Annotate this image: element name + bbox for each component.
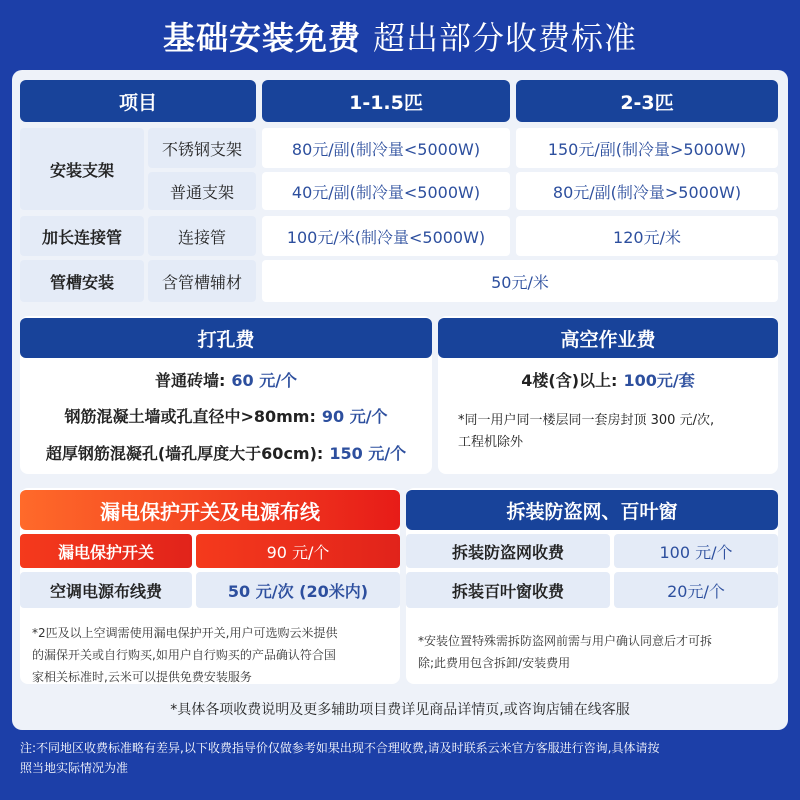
price-stainless-small: 80元/副(制冷量<5000W)	[262, 128, 510, 168]
price-pipe-small: 100元/米(制冷量<5000W)	[262, 216, 510, 256]
leakage-note-line2: 的漏保开关或自行购买,如用户自行购买的产品确认符合国	[32, 648, 336, 662]
header-item: 项目	[20, 80, 256, 122]
drilling-header: 打孔费	[20, 318, 432, 358]
removal-header: 拆装防盗网、百叶窗	[406, 490, 778, 530]
high-altitude-header: 高空作业费	[438, 318, 778, 358]
leakage-switch-price: 90 元/个	[196, 534, 400, 568]
footer-line1: 注:不同地区收费标准略有差异,以下收费指导价仅做参考如果出现不合理收费,请及时联系云米官方客服进行咨询,具体请按	[20, 741, 660, 755]
category-extension: 加长连接管	[20, 216, 144, 256]
high-altitude-note-line2: 工程机除外	[458, 435, 524, 450]
drilling-row-brick	[20, 364, 432, 394]
leakage-note-line1: *2匹及以上空调需使用漏电保护开关,用户可选购云米提供	[32, 626, 338, 640]
price-normal-small: 40元/副(制冷量<5000W)	[262, 172, 510, 210]
page-title	[0, 12, 800, 64]
drilling-concrete-value: 90 元/个	[321, 406, 388, 426]
price-trunking: 50元/米	[262, 260, 778, 302]
high-altitude-note	[458, 410, 714, 454]
footer-line2: 照当地实际情况为准	[20, 761, 129, 775]
drilling-brick-label: 普通砖墙:	[154, 370, 226, 390]
drilling-thick-label: 超厚钢筋混凝孔(墙孔厚度大于60cm):	[45, 443, 324, 463]
leakage-note	[20, 612, 400, 684]
leakage-note-line3: 家相关标准时,云米可以提供免费安装服务	[32, 670, 252, 684]
removal-note-line1: *安装位置特殊需拆防盗网前需与用户确认同意后才可拆	[418, 634, 713, 648]
category-bracket: 安装支架	[20, 128, 144, 210]
wiring-label: 空调电源布线费	[20, 572, 192, 608]
header-large-capacity: 2-3匹	[516, 80, 778, 122]
item-stainless-bracket: 不锈钢支架	[148, 128, 256, 168]
leakage-header: 漏电保护开关及电源布线	[20, 490, 400, 530]
item-normal-bracket: 普通支架	[148, 172, 256, 210]
drilling-row-thick	[20, 436, 432, 468]
high-altitude-value: 100元/套	[623, 370, 695, 390]
header-small-capacity: 1-1.5匹	[262, 80, 510, 122]
removal-shutter-value: 20元/个	[614, 572, 778, 608]
detail-note: *具体各项收费说明及更多辅助项目费详见商品详情页,或咨询店铺在线客服	[170, 702, 630, 718]
removal-net-value: 100 元/个	[614, 534, 778, 568]
footer-note	[20, 738, 790, 778]
price-pipe-large: 120元/米	[516, 216, 778, 256]
high-altitude-note-line1: *同一用户同一楼层同一套房封顶 300 元/次,	[458, 413, 715, 428]
removal-shutter-label: 拆装百叶窗收费	[406, 572, 610, 608]
title-bold: 基础安装免费	[162, 19, 361, 57]
item-connecting-pipe: 连接管	[148, 216, 256, 256]
removal-note-line2: 除;此费用包含拆卸/安装费用	[418, 656, 571, 670]
title-light: 超出部分收费标准	[373, 19, 638, 57]
price-normal-large: 80元/副(制冷量>5000W)	[516, 172, 778, 210]
removal-net-label: 拆装防盗网收费	[406, 534, 610, 568]
drilling-concrete-label: 钢筋混凝土墙或孔直径中>80mm:	[64, 406, 316, 426]
drilling-brick-value: 60 元/个	[231, 370, 298, 390]
high-altitude-label: 4楼(含)以上:	[521, 370, 618, 390]
category-trunking: 管槽安装	[20, 260, 144, 302]
price-stainless-large: 150元/副(制冷量>5000W)	[516, 128, 778, 168]
item-trunking-materials: 含管槽辅材	[148, 260, 256, 302]
drilling-thick-value: 150 元/个	[329, 443, 407, 463]
leakage-switch-label: 漏电保护开关	[20, 534, 192, 568]
high-altitude-row	[438, 364, 778, 394]
wiring-price: 50 元/次 (20米内)	[196, 572, 400, 608]
removal-note	[406, 612, 778, 684]
drilling-row-concrete	[20, 400, 432, 430]
